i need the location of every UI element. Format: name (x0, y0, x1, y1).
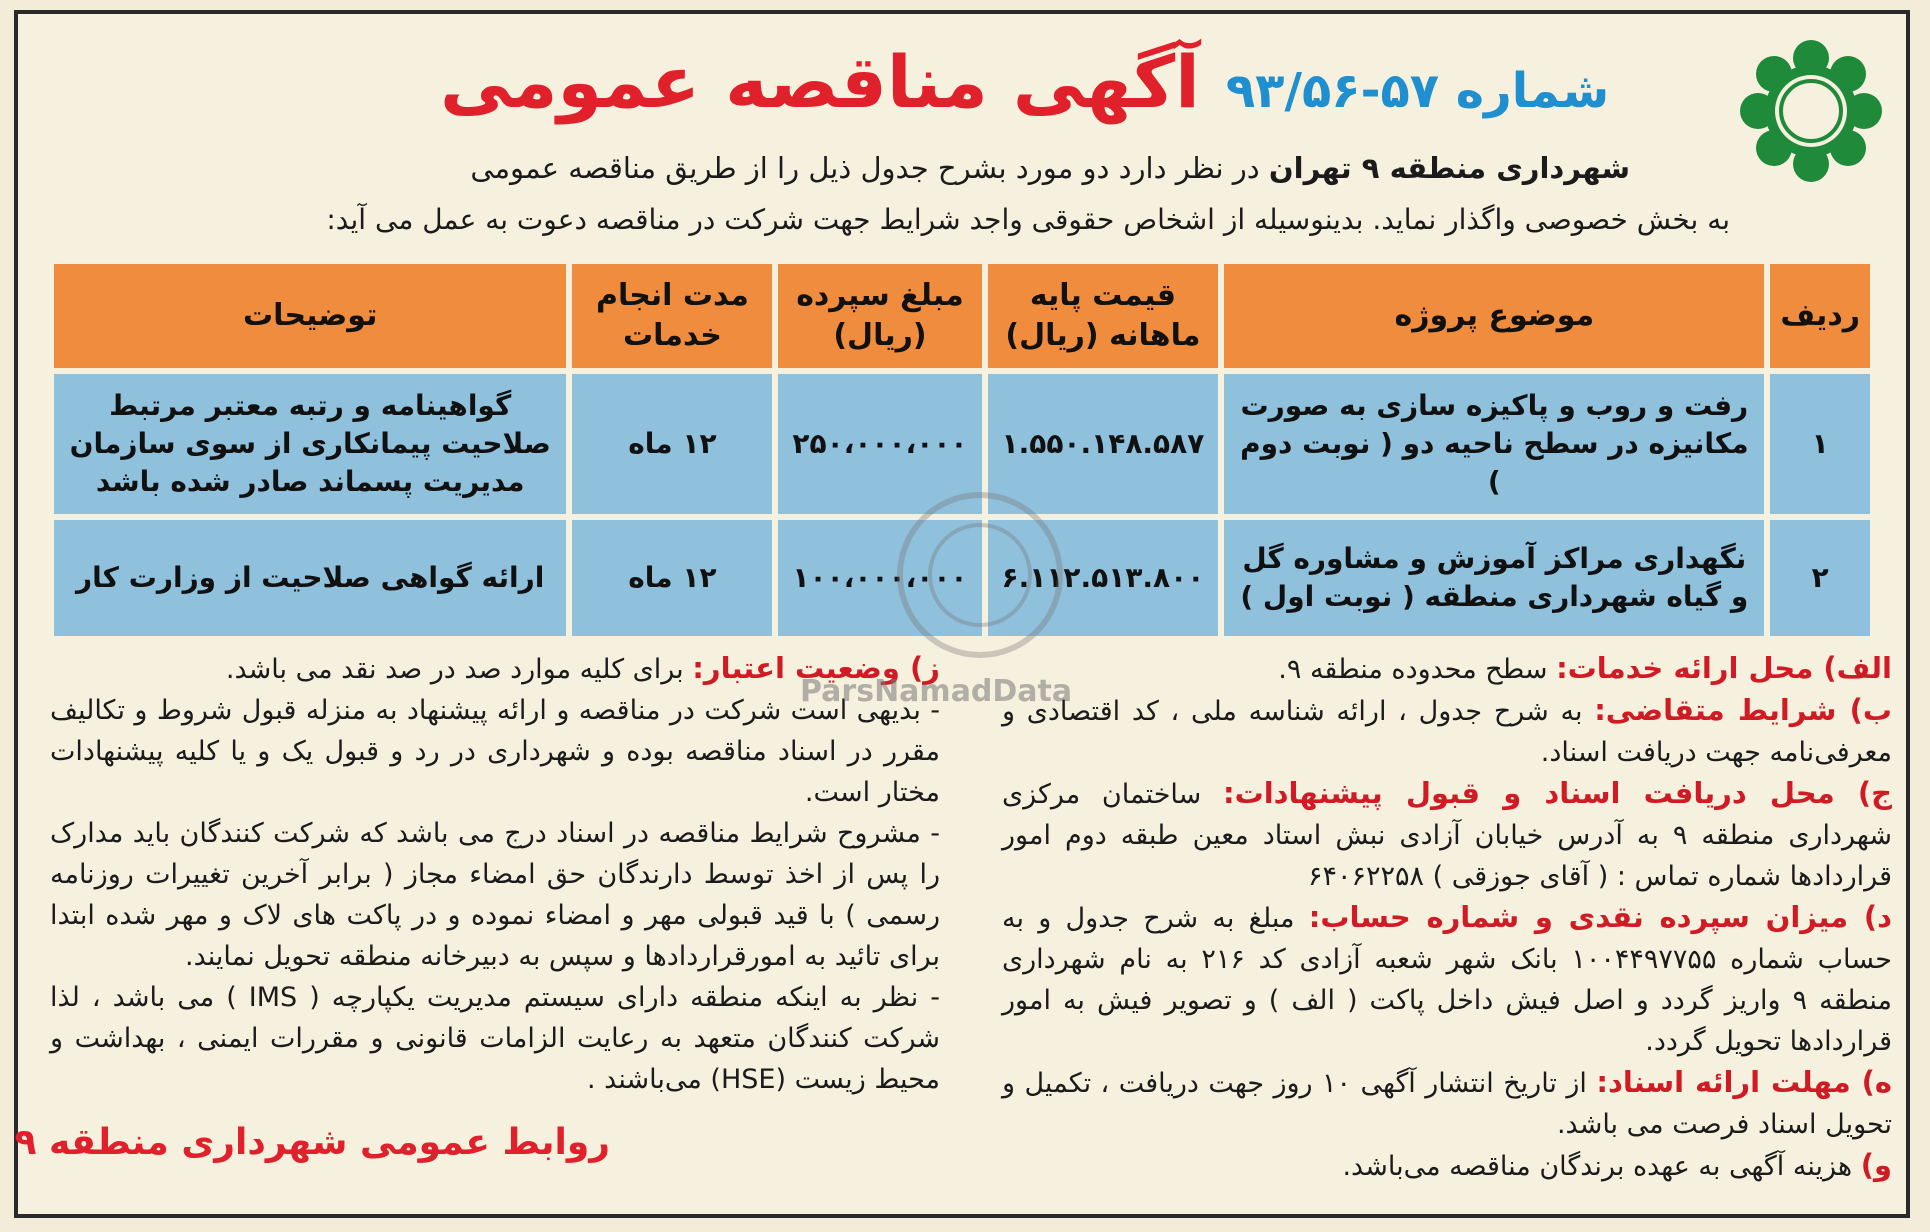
condition-label: الف) محل ارائه خدمات: (1556, 651, 1892, 685)
condition-text: برای کلیه موارد صد در صد نقد می باشد. (225, 654, 693, 685)
tehran-municipality-logo (1736, 36, 1886, 186)
tender-number: شماره ۵۷-۹۳/۵۶ (1225, 63, 1610, 119)
intro-text-1: در نظر دارد دو مورد بشرح جدول ذیل را از طریق مناقصه عمومی (470, 151, 1260, 185)
condition-text: مبلغ به شرح جدول و به حساب شماره ۱۰۰۴۴۹۷۷۵۵ بانک شهر شعبه آزادی کد ۲۱۶ به نام شهرداری منطقه ۹ واریز گردد و اصل فیش داخل پاکت ( الف ) و تصویر فیش به امور قراردادها تحویل گردد. (1002, 903, 1892, 1057)
condition-item (1002, 648, 1892, 690)
condition-text: - بدیهی است شرکت در مناقصه و ارائه پیشنهاد به منزله قبول شروط و تکالیف مقرر در اسناد مناقصه بوده و شهرداری در رد و قبول یک و یا کلیه پیشنهادات مختار است. (50, 695, 940, 808)
condition-text: سطح محدوده منطقه ۹. (1278, 654, 1557, 685)
condition-item (1002, 897, 1892, 1062)
conditions-left-column (50, 648, 940, 1100)
condition-text: - مشروح شرایط مناقصه در اسناد درج می باشد که شرکت کنندگان باید مدارک را پس از اخذ توسط دارندگان حق امضاء مجاز ( برابر آخرین تغییرات روزنامه رسمی ) با قید قبولی مهر و امضاء نموده و در پاکت های لاک و مهر شده ابتدا برای تائید به امورقراردادها و سپس به دبیرخانه منطقه تحویل نمایند. (50, 818, 940, 972)
col-header-deposit: مبلغ سپرده (ریال) (778, 264, 981, 368)
condition-item (50, 977, 940, 1100)
cell-base-price: ۶.۱۱۲.۵۱۳.۸۰۰ (988, 520, 1219, 636)
tender-table (48, 258, 1876, 642)
col-header-row-number: ردیف (1770, 264, 1870, 368)
col-header-duration: مدت انجام خدمات (572, 264, 772, 368)
ad-title-row (440, 40, 1610, 140)
condition-text: هزینه آگهی به عهده برندگان مناقصه می‌باشد. (1342, 1151, 1861, 1182)
table-header-row (54, 264, 1870, 368)
condition-label: ه) مهلت ارائه اسناد: (1596, 1065, 1892, 1099)
cell-base-price: ۱.۵۵۰.۱۴۸.۵۸۷ (988, 374, 1219, 514)
condition-item (50, 813, 940, 977)
cell-row-number: ۱ (1770, 374, 1870, 514)
condition-text: - نظر به اینکه منطقه دارای سیستم مدیریت یکپارچه ( IMS ) می باشد ، لذا شرکت کنندگان متعهد به رعایت الزامات قانونی و مقررات ایمنی ، بهداشت و محیط زیست (HSE) می‌باشند . (50, 982, 940, 1095)
intro-line-2: به بخش خصوصی واگذار نماید. بدینوسیله از اشخاص حقوقی واجد شرایط جهت شرکت در مناقصه دعوت به عمل می آید: (326, 203, 1730, 236)
condition-item (1002, 1145, 1892, 1187)
col-header-subject: موضوع پروژه (1224, 264, 1764, 368)
condition-text: از تاریخ انتشار آگهی ۱۰ روز جهت دریافت ، تکمیل و تحویل اسناد فرصت می باشد. (1002, 1068, 1892, 1140)
intro-municipality: شهرداری منطقه ۹ تهران (1268, 151, 1630, 185)
table-row (54, 520, 1870, 636)
cell-notes: گواهینامه و رتبه معتبر مرتبط صلاحیت پیمانکاری از سوی سازمان مدیریت پسماند صادر شده باشد (54, 374, 566, 514)
watermark-text: ParsNamadData (800, 674, 1073, 709)
col-header-base-price: قیمت پایه ماهانه (ریال) (988, 264, 1219, 368)
condition-label: ب) شرایط متقاضی: (1594, 693, 1892, 727)
cell-deposit: ۲۵۰،۰۰۰،۰۰۰ (778, 374, 981, 514)
cell-duration: ۱۲ ماه (572, 374, 772, 514)
intro-line-1 (370, 148, 1630, 188)
cell-row-number: ۲ (1770, 520, 1870, 636)
cell-notes: ارائه گواهی صلاحیت از وزارت کار (54, 520, 566, 636)
condition-item (1002, 690, 1892, 773)
condition-text: به شرح جدول ، ارائه شناسه ملی ، کد اقتصادی و معرفی‌نامه جهت دریافت اسناد. (1002, 696, 1892, 768)
condition-label: و) (1860, 1148, 1892, 1182)
table-row (54, 374, 1870, 514)
ad-title: آگهی مناقصه عمومی (440, 40, 1200, 124)
condition-label: د) میزان سپرده نقدی و شماره حساب: (1308, 900, 1892, 934)
cell-duration: ۱۲ ماه (572, 520, 772, 636)
col-header-notes: توضیحات (54, 264, 566, 368)
condition-text: ساختمان مرکزی شهرداری منطقه ۹ به آدرس خیابان آزادی نبش استاد معین طبقه دوم امور قراردادها شماره تماس : ( آقای جوزقی ) ۶۴۰۶۲۲۵۸ (1002, 779, 1892, 892)
cell-deposit: ۱۰۰،۰۰۰،۰۰۰ (778, 520, 981, 636)
cell-subject: نگهداری مراکز آموزش و مشاوره گل و گیاه شهرداری منطقه ( نوبت اول ) (1224, 520, 1764, 636)
cell-subject: رفت و روب و پاکیزه سازی به صورت مکانیزه در سطح ناحیه دو ( نوبت دوم ) (1224, 374, 1764, 514)
condition-item (1002, 773, 1892, 897)
conditions-right-column (1002, 648, 1892, 1187)
condition-item (1002, 1062, 1892, 1145)
condition-label: ز) وضعیت اعتبار: (692, 651, 940, 685)
condition-label: ج) محل دریافت اسناد و قبول پیشنهادات: (1222, 776, 1893, 810)
footer-public-relations: روابط عمومی شهرداری منطقه ۹ (14, 1122, 610, 1163)
